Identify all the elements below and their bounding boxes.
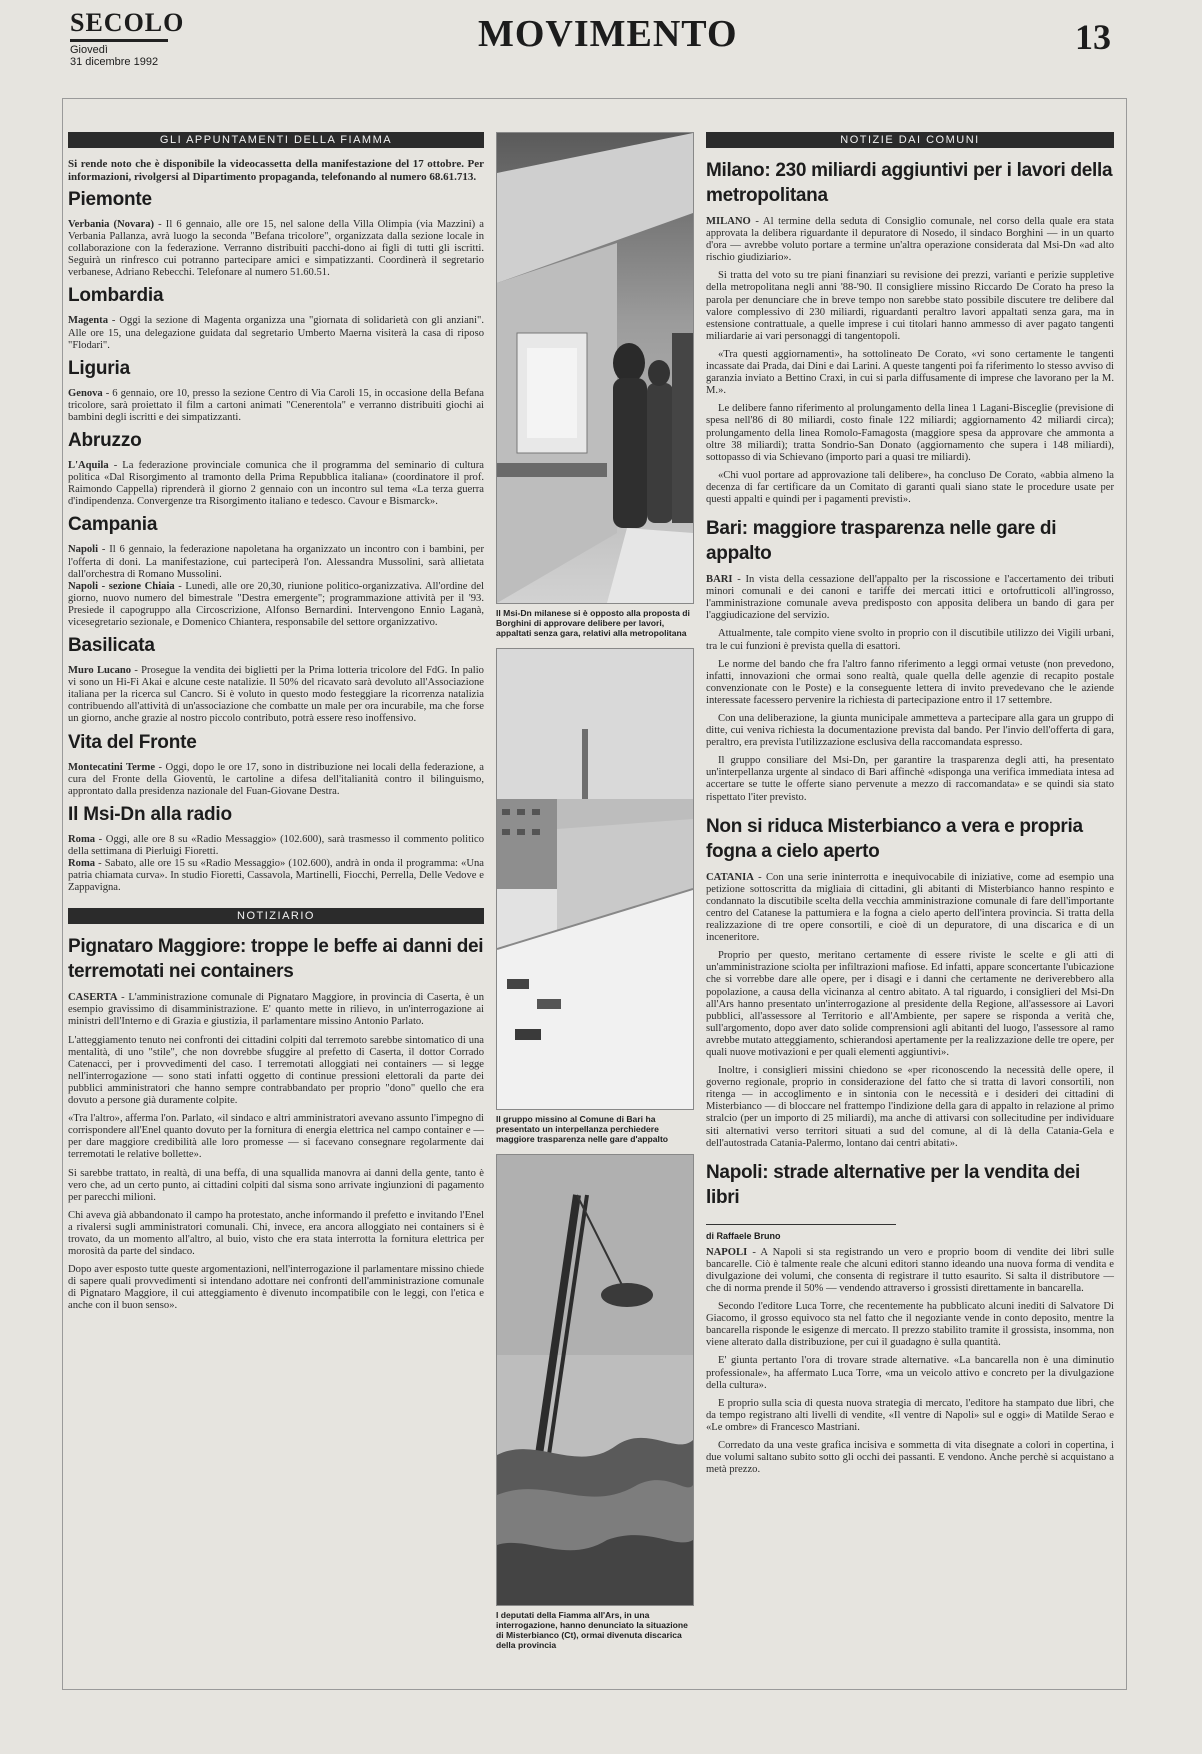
article-headline: Bari: maggiore trasparenza nelle gare di appalto	[706, 518, 1057, 565]
notice-text: - Sabato, alle ore 15 su «Radio Messaggio» (102.600), andrà in onda il programma: «Una patria chiamata curva». In studio Fioretti, Cassavola, Martinelli, Fiocchi, Perrella, Delle Vedove e Zappavigna.	[68, 858, 484, 894]
article-dateline: BARI	[706, 574, 733, 586]
region-notice	[68, 219, 484, 279]
notice-location: Magenta	[68, 315, 109, 327]
notice-location: Napoli - sezione Chiaia	[68, 580, 175, 592]
article-paragraph: Con una deliberazione, la giunta municipale ammetteva a partecipare alla gara un gruppo di ditte, cui veniva richiesta la documentazione prevista dal bando. Per l'invio dell'offerta di gara, peraltro, era prevista l'utilizzazione esclusiva della raccomandata espresso.	[706, 713, 1114, 749]
article-paragraph: Corredato da una veste grafica incisiva e sommetta di vita disegnate a colori in copertina, i due volumi saltano subito sotto gli occhi dei passanti. E vendono. Anche perchè si acquistano a metà prezzo.	[706, 1440, 1114, 1476]
bari-photo-image	[497, 649, 693, 1109]
region-notice	[68, 544, 484, 629]
photo-bari-waterfront	[496, 648, 694, 1110]
issue-date	[70, 44, 158, 68]
notiziario-paragraph: L'atteggiamento tenuto nei confronti dei cittadini colpiti dal terremoto sarebbe sintomatico di una mentalità, di uno "stile", che non dovrebbe sfuggire al prefetto di Caserta, il dottor Corrado Catenacci, per i provvedimenti del caso. I terremotati alloggiati nei containers — si legge nell'interrogazione — sono stati infatti oggetto di continue pressioni elettorali da parte dei pubblici amministratori che hanno sempre contrabbandato per proprio "dono" quello che era dovuto a persone già duramente colpite.	[68, 1034, 484, 1107]
article-headline: Napoli: strade alternative per la vendita dei libri	[706, 1161, 1081, 1208]
notice-text: - Lunedì, alle ore 20,30, riunione politico-organizzativa. All'ordine del giorno, nuovo numero del bimestrale "Destra emergente"; programmazione attività per il '93. Presiede il capogruppo alla Circoscrizione, Alfonso Bernardini. Intervengono Ennio Laganà, vicesegretario sezionale, e Domenico Chiantera, responsabile del settore organizzativo.	[68, 580, 484, 628]
intro-notice: Si rende noto che è disponibile la videocassetta della manifestazione del 17 ottobre. Per informazioni, rivolgersi al Dipartimento propaganda, telefonando al numero 68.61.713.	[68, 158, 484, 183]
notice-location: Genova	[68, 387, 103, 399]
metro-photo-image	[497, 133, 693, 603]
region-notice	[68, 388, 484, 424]
notice-text: - Oggi la sezione di Magenta organizza una "giornata di solidarietà con gli anziani". Alle ore 15, una delegazione guidata dal segretario Umberto Maerna visiterà la casa di riposo "Flodari".	[68, 315, 484, 351]
article-text: - In vista della cessazione dell'appalto per la riscossione e l'accertamento dei tributi minori comunali e dei canoni e tariffe dei mercati ittici e ortofrutticoli all'ingrosso, l'amministrazione comunale aveva predisposto con apposita delibera un bando di gara per l'aggiudicazione del servizio.	[706, 574, 1114, 622]
notiziario-paragraph: Si sarebbe trattato, in realtà, di una beffa, di una squallida manovra ai danni della gente, tanto è vero che, ad un certo punto, ai cittadini colpiti dal sisma sono arrivate ingiunzioni di pagamento per parecchi milioni.	[68, 1167, 484, 1203]
article-paragraph: E proprio sulla scia di questa nuova strategia di mercato, l'editore ha stampato due libri, che da tempo registrano alti livelli di vendite, «Il ventre di Napoli» sul e oggi» di Matilde Serao e «Le ombre» di Francesco Mastriani.	[706, 1397, 1114, 1433]
article-headline: Non si riduca Misterbianco a vera e propria fogna a cielo aperto	[706, 815, 1083, 862]
article-byline: di Raffaele Bruno	[706, 1230, 781, 1241]
issue-day: Giovedì	[70, 44, 108, 56]
newspaper-logo: SECOLO	[70, 8, 185, 37]
article-paragraph: Le norme del bando che fra l'altro fanno riferimento a leggi ormai vetuste (non prevedono, infatti, innovazioni che ormai sono realtà, quale quella delle agenzie di recapito postale convenzionate con le Poste) e la conseguente lettera di invito prevedevano che le aziende interessate facessero pervenire la richiesta di partecipazione entro il 17 settembre.	[706, 658, 1114, 706]
region-notice	[68, 315, 484, 351]
photo-misterbianco-dump	[496, 1154, 694, 1606]
article-text: - Al termine della seduta di Consiglio comunale, nel corso della quale era stata approvata la delibera riguardante il depuratore di Nosedo, il sindaco Borghini — in un quarto d'ora — avrebbe voluto portare a termine un'altra operazione considerata dal Msi-Dn «ad alto rischio giudiziario».	[706, 216, 1114, 264]
article-text: - Con una serie ininterrotta e inequivocabile di iniziative, come ad esempio una petizione sottoscritta da migliaia di cittadini, gli abitanti di Misterbianco hanno respinto e condannato la discutibile scelta della vecchia amministrazione comunale di fare dell'importante centro del Catanese la pattumiera e la fogna a cielo aperto dell'intera provincia. Si tratta della realizzazione di tre opere consortili, e cioè di un depuratore, di una discarica e di un inceneritore.	[706, 871, 1114, 944]
photo-metro-workers	[496, 132, 694, 604]
article-paragraph: «Tra questi aggiornamenti», ha sottolineato De Corato, «vi sono certamente le tangenti incassate dai Prada, dai Dini e dai Larini. A queste tangenti poi fa riferimento lo stesso avviso di garanzia inviato a Bettino Craxi, in cui si parla diffusamente di imprese che lavorano per la M. M.».	[706, 348, 1114, 397]
article-paragraph	[706, 216, 1114, 264]
notiziario-paragraph: CASERTA - L'amministrazione comunale di Pignataro Maggiore, in provincia di Caserta, è un esempio gravissimo di disamministrazione. E' quanto mette in rilievo, in un'interrogazione ai ministri dell'Interno e di Grazia e giustizia, il parlamentare missino Antonio Parlato.	[68, 992, 484, 1028]
notiziario-headline: Pignataro Maggiore: troppe le beffe ai danni dei terremotati nei containers	[68, 936, 484, 983]
photo-column	[496, 132, 692, 1660]
notiziario-banner: NOTIZIARIO	[68, 908, 484, 924]
articles-list	[706, 158, 1114, 1476]
article-dateline: CATANIA	[706, 871, 754, 883]
notiziario-paragraph: «Tra l'altro», afferma l'on. Parlato, «il sindaco e altri amministratori avevano assunto l'impegno di corrispondere all'Enel quanto dovuto per la fornitura di energia elettrica nel campo container e — per dare maggiore credibilità alle loro promesse — si facevano consegnare regolarmente dai terremotati le relative bollette».	[68, 1113, 484, 1161]
logo-rule	[70, 39, 168, 42]
section-title: MOVIMENTO	[478, 13, 738, 55]
photo-caption-bari: Il gruppo missino al Comune di Bari ha presentato un interpellanza perchiedere maggiore trasparenza nelle gare d'appalto	[496, 1114, 669, 1144]
page-number: 13	[1075, 17, 1111, 57]
notice-location: L'Aquila	[68, 460, 109, 472]
notiziario-paragraph: Dopo aver esposto tutte queste argomentazioni, nell'interrogazione il parlamentare missino chiede di sapere quali provvedimenti si intendano adottare nei confronti dell'amministrazione comunale di Pignataro Maggiore, il cui atteggiamento è divenuto incompatibile con le leggi, con l'etica e anche con il buon senso».	[68, 1264, 484, 1312]
notice-location: Napoli	[68, 544, 99, 556]
photo-caption-metro: Il Msi-Dn milanese si è opposto alla proposta di Borghini di approvare delibere per lavori, appaltati senza gara, relativi alla metropolitana	[496, 608, 690, 638]
region-heading: Liguria	[68, 357, 130, 379]
article-paragraph: Inoltre, i consiglieri missini chiedono se «per riconoscendo la necessità delle opere, il governo regionale, proprio in considerazione del fatto che si tratta di lavori consortili, non ritenga — in accoglimento e in sintonia con le necessità e i desideri dei cittadini di Misterbianco — di bloccare nel frattempo l'indizione della gara di appalto in relazione al primo stralcio (per un importo di 25 miliardi), ma anche di attivarsi con sollecitudine per individuare siti alternativi verso territori situati a sud del comune, al di là della Catania-Gela e dell'autostrada Catania-Palermo, lontano dai centri abitati».	[706, 1065, 1114, 1149]
article-paragraph: Attualmente, tale compito viene svolto in proprio con il discutibile utilizzo dei Vigili urbani, tra le cui funzioni è prevista quella di esattori.	[706, 628, 1114, 652]
notiziario-paragraph: Chi aveva già abbandonato il campo ha protestato, anche informando il prefetto e invitando l'Enel a rivalersi sugli amministratori comunali. Chi, invece, era ancora alloggiato nei containers si è trovato, da un momento all'altro, al buio, visto che era stata interrotta la fornitura elettrica per morosità da parte del sindaco.	[68, 1209, 484, 1258]
appointments-banner: GLI APPUNTAMENTI DELLA FIAMMA	[68, 132, 484, 148]
notice-text: - 6 gennaio, ore 10, presso la sezione Centro di Via Caroli 15, in occasione della Befana tricolore, sarà proiettato il film a cartoni animati "Cenerentola" e verranno distribuiti giochi ai bambini degli iscritti e dei simpatizzanti.	[68, 387, 484, 423]
article-paragraph: E' giunta pertanto l'ora di trovare strade alternative. «La bancarella non è una diminutio professionale», ha affermato Luca Torre, «ma un veicolo attivo e concreto per la divulgazione della cultura».	[706, 1355, 1114, 1391]
notice-location: Roma	[68, 833, 96, 845]
region-heading: Campania	[68, 514, 158, 536]
notice-location: Roma	[68, 858, 96, 869]
issue-date-text: 31 dicembre 1992	[70, 56, 159, 68]
region-notice	[68, 834, 484, 894]
right-column	[706, 132, 1114, 1482]
article-headline: Milano: 230 miliardi aggiuntivi per i lavori della metropolitana	[706, 160, 1113, 206]
region-heading: Basilicata	[68, 635, 155, 657]
left-column	[68, 132, 484, 1319]
article-paragraph: Le delibere fanno riferimento al prolungamento della linea 1 Lagani-Bisceglie (previsione di spesa nell'86 di 80 miliardi, costo finale 122 miliardi; aggiornamento 42 miliardi circa); prolungamento della linea Romolo-Famagosta (maggiore spesa da approvare che ammonta a oltre 38 miliardi); tratta Sondrio-San Donato (aggiornamento che supera i 148 miliardi), sottopasso di via Schievano (importo pari a quasi tre miliardi).	[706, 403, 1114, 463]
photo-caption-dump: I deputati della Fiamma all'Ars, in una interrogazione, hanno denunciato la situazione di Misterbianco (Ct), ormai divenuta discarica della provincia	[496, 1610, 688, 1650]
notice-text: - Il 6 gennaio, alle ore 15, nel salone della Villa Olimpia (via Mazzini) a Verbania Pallanza, avrà luogo la seconda "Befana tricolore", organizzata dalla sezione locale in collaborazione con la federazione. Verranno distribuiti pacchi-dono ai figli di tutti gli iscritti. Seguirà un rinfresco cui potranno partecipare amici e simpatizzanti. Coordinerà il segretario verbanese, Adriano Rebecchi. Telefonare al numero 51.60.51.	[68, 219, 484, 279]
article-text: - A Napoli si sta registrando un vero e proprio boom di vendite dei libri sulle bancarelle. Ciò è talmente reale che alcuni editori stanno ideando una nuova forma di vendita e divulgazione dei volumi, che consenta di registrare il tutto esaurito. Si salta il distributore — che di norma prende il 50% — vendendo attraverso i grossisti direttamente in bancarella.	[706, 1246, 1114, 1294]
notice-text: - Oggi, alle ore 8 su «Radio Messaggio» (102.600), sarà trasmesso il commento politico della settimana di Pierluigi Fioretti.	[68, 833, 484, 857]
article-paragraph: Secondo l'editore Luca Torre, che recentemente ha pubblicato alcuni inediti di Salvatore Di Giacomo, il grosso equivoco sta nel fatto che il negoziante vende in conto deposito, mentre la bancarella risponde le esigenze di mercato. Il prezzo stabilito tramite il grossista, insomma, non viene alterato dalla distribuzione, per cui il guadagno è sulla quantità.	[706, 1301, 1114, 1349]
article-paragraph: Proprio per questo, meritano certamente di essere riviste le scelte e gli atti di un'amministrazione sciolta per infiltrazioni mafiose. Ed infatti, appare sconcertante l'ubicazione che si vorrebbe dare alle opere, per i disagi e i danni che certamente ne deriverebbero alla popolazione, a causa della vicinanza al centro abitato. A tal riguardo, i consiglieri del Msi-Dn all'Ars hanno presentato un'interrogazione al presidente della Regione, all'assessore ai Lavori pubblici, all'assessore al Territorio e all'Ambiente, per sapere se risponda a verità che, sull'argomento, dopo aver dato solide comprensioni agli abitanti del luogo, l'assessore al ramo avrebbe mutato atteggiamento, schierandosi apertamente per la realizzazione delle tre opere, per quali nuove motivazioni e per quali elementi aggiuntivi».	[706, 950, 1114, 1058]
article-dateline: NAPOLI	[706, 1246, 748, 1258]
region-notice	[68, 665, 484, 725]
article-paragraph: Si tratta del voto su tre piani finanziari su revisione dei prezzi, varianti e perizie suppletive della metropolitana negli anni '88-'90. Il consigliere missino Riccardo De Corato ha preso la parola per denunciare che in breve tempo non sarebbe stato possibile discutere tre delibere dal valore complessivo di 230 miliardi, riguardanti peraltro lavori appaltati senza gara, ma in estensione contrattuale, a quelle imprese i cui titolari hanno ammesso di aver pagato tangenti miliardarie ai vari personaggi di tangentopoli.	[706, 270, 1114, 342]
article-dateline: MILANO	[706, 216, 751, 227]
region-heading: Il Msi-Dn alla radio	[68, 803, 232, 825]
notice-location: Montecatini Terme	[68, 761, 156, 773]
notice-text: - La federazione provinciale comunica che il programma del seminario di cultura politica «Dal Risorgimento al tramonto della Prima Repubblica italiana» (coordinatore il prof. Raimondo Cappella) riprenderà il giorno 2 gennaio con un incontro sul tema «La terza guerra d'indipendenza. Convergenze tra Risorgimento italiano e tedesco. Cavour e Bismarck».	[68, 460, 484, 508]
region-heading: Vita del Fronte	[68, 731, 197, 753]
region-heading: Piemonte	[68, 189, 152, 210]
dump-photo-image	[497, 1155, 693, 1605]
notice-location: Muro Lucano	[68, 665, 132, 677]
article-paragraph	[706, 1247, 1114, 1295]
region-notice	[68, 460, 484, 508]
article-paragraph	[706, 872, 1114, 945]
municipal-news-banner: NOTIZIE DAI COMUNI	[706, 132, 1114, 148]
region-notice	[68, 762, 484, 798]
region-heading: Abruzzo	[68, 430, 142, 452]
article-paragraph: «Chi vuol portare ad approvazione tali delibere», ha concluso De Corato, «abbia almeno la decenza di far certificare da un Comitato di garanti quali siano state le procedure usate per questi appalti e quindi per i pagamenti previsti».	[706, 469, 1114, 505]
notice-text: - Oggi, dopo le ore 17, sono in distribuzione nei locali della federazione, a cura del Fronte della Gioventù, le cartoline a difesa dell'italianità contro il bilinguismo, approntato dalla presidenza nazionale del Fuan-Giovane Destra.	[68, 761, 485, 797]
byline-rule	[706, 1224, 896, 1225]
notice-text: - Il 6 gennaio, la federazione napoletana ha organizzato un incontro con i bambini, per l'offerta di doni. La manifestazione, cui parteciperà l'on. Alessandra Mussolini, sarà allietata dall'orchestra di Romano Mussolini.	[68, 544, 484, 580]
region-heading: Lombardia	[68, 285, 164, 307]
regions-list	[68, 189, 484, 894]
notiziario-dateline: CASERTA	[68, 992, 118, 1004]
notice-text: - Prosegue la vendita dei biglietti per la Prima lotteria tricolore del FdG. In palio vi sono un Hi-Fi Akai e alcune ceste natalizie. Il 50% del ricavato sarà devoluto all'Associazione italiana per la ricerca sul Cancro. Si è voluto in questo modo festeggiare la ricorrenza natalizia contribuendo all'attività di un'associazione che combatte un male per ora incurabile, ma che forse un giorno, anche grazie al nostro piccolo contributo, potrà essere reso inoffensivo.	[68, 665, 484, 725]
article-paragraph	[706, 574, 1114, 622]
notice-location: Verbania (Novara)	[68, 219, 155, 230]
article-paragraph: Il gruppo consiliare del Msi-Dn, per garantire la trasparenza degli atti, ha presentato un'interpellanza urgente al sindaco di Bari affinchè «disponga una verifica immediata intesa ad accertare se tutte le offerte siano pervenute a mezzo di raccomandata» e se quindi sia stato rispettato l'iter previsto.	[706, 755, 1114, 803]
